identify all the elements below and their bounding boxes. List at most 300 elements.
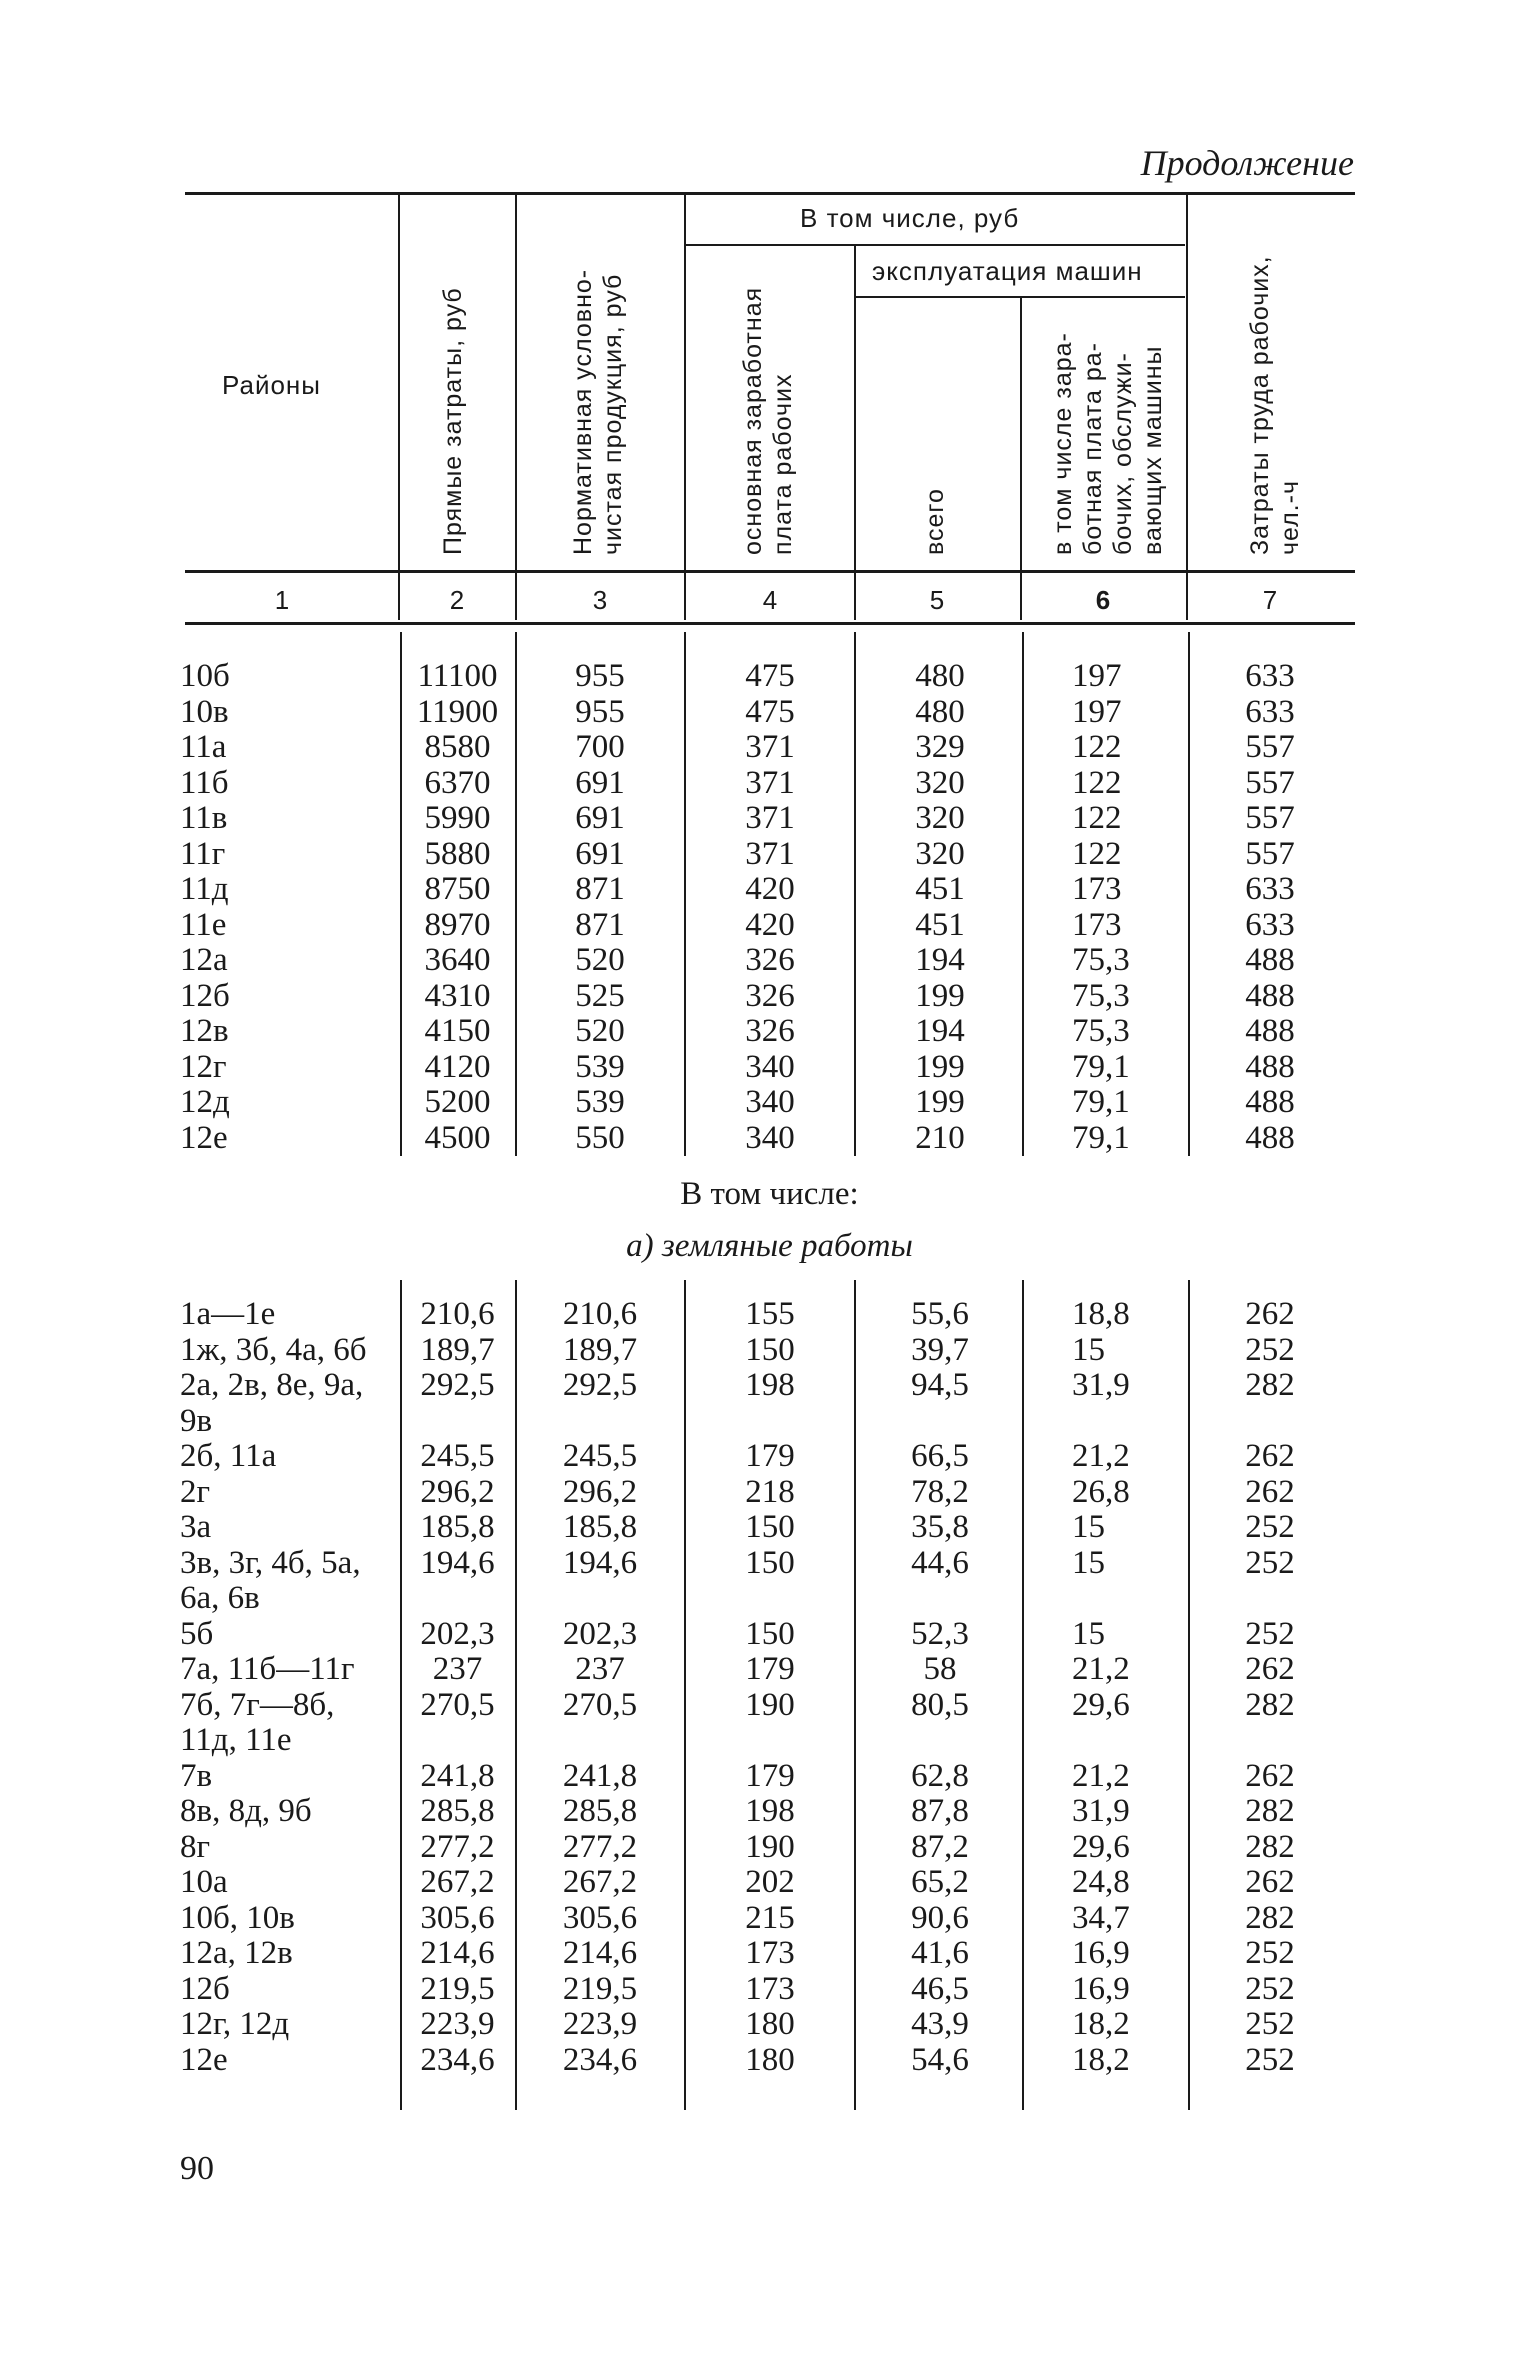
row-value: 451	[915, 906, 965, 943]
row-value: 80,5	[911, 1686, 969, 1723]
row-district: 6а, 6в	[180, 1580, 260, 1616]
row-value: 326	[745, 942, 795, 978]
row-value: 420	[745, 871, 795, 907]
row-value: 285,8	[420, 1793, 495, 1829]
row-district: 8в, 8д, 9б	[180, 1793, 312, 1829]
table-row	[0, 2042, 1539, 2078]
row-value: 3640	[424, 942, 491, 978]
row-value: 252	[1245, 2041, 1295, 2078]
row-value: 173	[745, 1935, 795, 1971]
row-value: 8580	[424, 729, 491, 765]
row-value: 39,7	[911, 1331, 969, 1368]
row-value: 305,6	[562, 1899, 638, 1936]
row-value: 234,6	[562, 2041, 638, 2078]
row-district: 3а	[180, 1509, 212, 1545]
row-value: 326	[745, 1013, 795, 1049]
header-divider	[398, 195, 400, 620]
row-district: 11а	[180, 729, 227, 765]
table-row	[0, 1616, 1539, 1652]
header-divider	[684, 195, 686, 620]
header-divider	[515, 195, 517, 620]
header-including: В том числе, руб	[800, 203, 1020, 233]
row-district: 10а	[180, 1864, 228, 1900]
row-value: 185,8	[562, 1509, 638, 1545]
row-district: 12а, 12в	[180, 1935, 293, 1971]
row-value: 79,1	[1072, 1048, 1130, 1085]
row-value: 21,2	[1072, 1438, 1130, 1474]
row-value: 371	[745, 729, 795, 765]
row-value: 173	[1072, 906, 1122, 943]
row-value: 87,2	[911, 1828, 969, 1865]
row-value: 340	[745, 1119, 795, 1156]
row-value: 55,6	[911, 1296, 969, 1332]
row-value: 15	[1072, 1615, 1105, 1652]
row-value: 173	[1072, 871, 1122, 907]
row-value: 18,8	[1072, 1296, 1130, 1332]
row-value: 267,2	[562, 1864, 638, 1900]
row-value: 700	[575, 729, 625, 765]
table-row	[0, 1049, 1539, 1085]
row-value: 179	[745, 1651, 795, 1687]
row-value: 29,6	[1072, 1828, 1130, 1865]
table-row	[0, 1438, 1539, 1474]
header-divider	[1186, 195, 1188, 620]
row-value: 11100	[417, 658, 498, 694]
row-value: 8970	[424, 906, 491, 943]
row-value: 292,5	[562, 1367, 638, 1403]
row-value: 241,8	[420, 1757, 495, 1794]
row-value: 252	[1245, 1509, 1295, 1545]
table-row	[0, 1509, 1539, 1545]
row-value: 5990	[424, 800, 491, 836]
row-value: 54,6	[911, 2041, 969, 2078]
header-machine-operation: эксплуатация машин	[872, 256, 1143, 286]
row-value: 21,2	[1072, 1651, 1130, 1687]
row-value: 285,8	[562, 1793, 638, 1829]
row-value: 26,8	[1072, 1473, 1130, 1510]
row-value: 194	[915, 1013, 965, 1049]
row-value: 557	[1245, 800, 1295, 836]
row-value: 194	[915, 942, 965, 978]
row-value: 267,2	[420, 1864, 495, 1900]
row-value: 189,7	[420, 1331, 495, 1368]
row-district: 2б, 11а	[180, 1438, 277, 1474]
row-value: 371	[745, 764, 795, 801]
row-value: 210,6	[420, 1296, 495, 1332]
row-value: 237	[432, 1651, 483, 1687]
table-row-continuation	[0, 1403, 1539, 1439]
table-row	[0, 1474, 1539, 1510]
row-value: 21,2	[1072, 1757, 1130, 1794]
row-value: 214,6	[420, 1935, 495, 1971]
table-row	[0, 1332, 1539, 1368]
table-row	[0, 1864, 1539, 1900]
row-value: 15	[1072, 1544, 1105, 1581]
row-value: 214,6	[562, 1935, 638, 1971]
row-value: 488	[1245, 1119, 1295, 1156]
row-value: 305,6	[420, 1899, 495, 1936]
page-number: 90	[180, 2150, 214, 2187]
header-net-product: Нормативная условно- чистая продукция, руб	[569, 268, 627, 555]
row-value: 46,5	[911, 1970, 969, 2007]
table-row	[0, 694, 1539, 730]
row-district: 7б, 7г—8б,	[180, 1686, 335, 1723]
row-value: 223,9	[420, 2006, 495, 2042]
row-district: 12е	[180, 2041, 228, 2078]
row-value: 633	[1245, 658, 1295, 694]
row-value: 122	[1072, 729, 1122, 765]
table-row	[0, 942, 1539, 978]
row-district: 11в	[180, 800, 228, 836]
row-value: 475	[745, 658, 795, 694]
row-value: 320	[915, 800, 965, 836]
row-value: 122	[1072, 800, 1122, 836]
row-value: 15	[1072, 1331, 1105, 1368]
row-value: 475	[745, 693, 795, 730]
row-value: 539	[575, 1084, 625, 1120]
row-district: 10в	[180, 693, 229, 730]
row-value: 320	[915, 835, 965, 872]
row-value: 5880	[424, 835, 491, 872]
row-value: 262	[1245, 1473, 1295, 1510]
row-district: 3в, 3г, 4б, 5а,	[180, 1544, 361, 1581]
table-row	[0, 1793, 1539, 1829]
row-value: 18,2	[1072, 2006, 1130, 2042]
row-value: 292,5	[420, 1367, 495, 1403]
row-value: 270,5	[562, 1686, 638, 1723]
table-row	[0, 1367, 1539, 1403]
row-value: 5200	[424, 1084, 491, 1120]
row-value: 871	[575, 871, 625, 907]
row-value: 245,5	[420, 1438, 495, 1474]
row-value: 296,2	[562, 1473, 638, 1510]
table-row	[0, 658, 1539, 694]
row-value: 150	[745, 1331, 795, 1368]
row-district: 12г	[180, 1048, 227, 1085]
row-value: 75,3	[1072, 977, 1130, 1014]
row-value: 15	[1072, 1509, 1105, 1545]
row-value: 65,2	[911, 1864, 969, 1900]
row-district: 12г, 12д	[180, 2006, 290, 2042]
row-value: 198	[745, 1367, 795, 1403]
row-value: 262	[1245, 1296, 1295, 1332]
row-value: 4500	[424, 1119, 491, 1156]
row-value: 78,2	[911, 1473, 969, 1510]
row-value: 262	[1245, 1757, 1295, 1794]
header-divider	[1020, 298, 1022, 620]
column-numbers-rule	[185, 622, 1355, 625]
row-value: 320	[915, 764, 965, 801]
column-number: 3	[592, 585, 608, 615]
row-value: 277,2	[420, 1828, 495, 1865]
row-value: 252	[1245, 1544, 1295, 1581]
row-value: 179	[745, 1438, 795, 1474]
row-value: 202,3	[562, 1615, 638, 1652]
row-district: 1а—1е	[180, 1296, 276, 1332]
table-row	[0, 1971, 1539, 2007]
column-number: 7	[1262, 585, 1278, 615]
row-value: 199	[915, 1048, 965, 1085]
table-row-continuation	[0, 1722, 1539, 1758]
row-value: 245,5	[562, 1438, 638, 1474]
row-value: 550	[575, 1119, 625, 1156]
row-value: 420	[745, 906, 795, 943]
row-value: 189,7	[562, 1331, 638, 1368]
row-value: 326	[745, 977, 795, 1014]
row-value: 150	[745, 1544, 795, 1581]
row-district: 5б	[180, 1615, 214, 1652]
row-value: 150	[745, 1509, 795, 1545]
row-value: 6370	[424, 764, 491, 801]
row-value: 180	[745, 2006, 795, 2042]
row-district: 11б	[180, 764, 229, 801]
row-district: 12е	[180, 1119, 228, 1156]
row-value: 94,5	[911, 1367, 969, 1403]
table-row	[0, 1120, 1539, 1156]
row-value: 520	[575, 1013, 625, 1049]
row-value: 277,2	[562, 1828, 638, 1865]
table-row	[0, 1296, 1539, 1332]
row-value: 31,9	[1072, 1793, 1130, 1829]
row-value: 34,7	[1072, 1899, 1130, 1936]
row-value: 296,2	[420, 1473, 495, 1510]
row-value: 691	[575, 835, 625, 872]
row-district: 2а, 2в, 8е, 9а,	[180, 1367, 364, 1403]
row-value: 58	[923, 1651, 957, 1687]
row-value: 557	[1245, 835, 1295, 872]
row-value: 488	[1245, 1084, 1295, 1120]
row-district: 10б, 10в	[180, 1899, 295, 1936]
row-value: 557	[1245, 729, 1295, 765]
row-value: 252	[1245, 1935, 1295, 1971]
column-number: 1	[274, 585, 290, 615]
row-value: 223,9	[562, 2006, 638, 2042]
row-value: 282	[1245, 1686, 1295, 1723]
row-value: 633	[1245, 693, 1295, 730]
table-row	[0, 1758, 1539, 1794]
row-value: 282	[1245, 1828, 1295, 1865]
row-value: 79,1	[1072, 1084, 1130, 1120]
row-value: 185,8	[420, 1509, 495, 1545]
row-value: 18,2	[1072, 2041, 1130, 2078]
row-value: 955	[575, 658, 625, 694]
table-row	[0, 836, 1539, 872]
row-district: 12а	[180, 942, 228, 978]
row-value: 488	[1245, 1013, 1295, 1049]
row-value: 52,3	[911, 1615, 969, 1652]
row-district: 10б	[180, 658, 230, 694]
row-value: 234,6	[420, 2041, 495, 2078]
row-value: 871	[575, 906, 625, 943]
row-value: 75,3	[1072, 1013, 1130, 1049]
row-value: 252	[1245, 1331, 1295, 1368]
section-subtitle: а) земляные работы	[626, 1228, 913, 1264]
header-operator-wages: в том числе зара- ботная плата ра- бочих, обслужи- вающих машины	[1049, 332, 1167, 555]
row-value: 480	[915, 693, 965, 730]
row-value: 270,5	[420, 1686, 495, 1723]
row-value: 691	[575, 764, 625, 801]
table-row	[0, 1013, 1539, 1049]
row-district: 2г	[180, 1473, 211, 1510]
row-value: 218	[745, 1473, 795, 1510]
row-value: 24,8	[1072, 1864, 1130, 1900]
row-value: 371	[745, 835, 795, 872]
row-value: 122	[1072, 835, 1122, 872]
row-value: 282	[1245, 1793, 1295, 1829]
header-labor-costs: Затраты труда рабочих, чел.-ч	[1246, 255, 1304, 555]
row-district: 7а, 11б—11г	[180, 1651, 355, 1687]
row-value: 16,9	[1072, 1970, 1130, 2007]
row-value: 525	[575, 977, 625, 1014]
section-title: В том числе:	[680, 1176, 859, 1212]
table-row	[0, 1935, 1539, 1971]
table-row	[0, 800, 1539, 836]
row-value: 480	[915, 658, 965, 694]
row-value: 194,6	[420, 1544, 495, 1581]
table-row	[0, 1651, 1539, 1687]
row-value: 44,6	[911, 1544, 969, 1581]
continuation-label: Продолжение	[1140, 143, 1354, 183]
row-value: 633	[1245, 871, 1295, 907]
row-value: 155	[745, 1296, 795, 1332]
header-base-wages: основная заработная плата рабочих	[739, 286, 797, 555]
row-value: 262	[1245, 1864, 1295, 1900]
row-value: 633	[1245, 906, 1295, 943]
row-district: 12б	[180, 977, 230, 1014]
header-direct-costs: Прямые затраты, руб	[439, 287, 467, 555]
header-top-rule	[185, 192, 1355, 195]
row-value: 252	[1245, 1615, 1295, 1652]
row-district: 12б	[180, 1970, 230, 2007]
row-value: 4310	[424, 977, 491, 1014]
row-value: 31,9	[1072, 1367, 1130, 1403]
row-value: 194,6	[562, 1544, 638, 1581]
row-value: 219,5	[562, 1970, 638, 2007]
row-value: 87,8	[911, 1793, 969, 1829]
row-district: 11д, 11е	[180, 1722, 292, 1758]
table-row	[0, 765, 1539, 801]
row-value: 539	[575, 1048, 625, 1085]
row-value: 202,3	[420, 1615, 495, 1652]
table-row	[0, 1545, 1539, 1581]
table-row	[0, 1687, 1539, 1723]
row-value: 488	[1245, 1048, 1295, 1085]
row-value: 210	[915, 1119, 965, 1156]
row-value: 43,9	[911, 2006, 969, 2042]
row-value: 557	[1245, 764, 1295, 801]
row-value: 198	[745, 1793, 795, 1829]
row-district: 9в	[180, 1402, 213, 1439]
row-value: 173	[745, 1970, 795, 2007]
row-value: 66,5	[911, 1438, 969, 1474]
row-value: 8750	[424, 871, 491, 907]
row-value: 90,6	[911, 1899, 969, 1936]
row-value: 122	[1072, 764, 1122, 801]
row-value: 210,6	[562, 1296, 638, 1332]
row-value: 4150	[424, 1013, 491, 1049]
row-value: 199	[915, 1084, 965, 1120]
row-value: 451	[915, 871, 965, 907]
row-value: 79,1	[1072, 1119, 1130, 1156]
row-value: 41,6	[911, 1935, 969, 1971]
row-value: 219,5	[420, 1970, 495, 2007]
row-value: 75,3	[1072, 942, 1130, 978]
row-district: 12в	[180, 1013, 229, 1049]
row-value: 282	[1245, 1367, 1295, 1403]
column-number: 6	[1095, 585, 1111, 615]
row-value: 190	[745, 1828, 795, 1865]
row-value: 4120	[424, 1048, 491, 1085]
row-district: 12д	[180, 1084, 230, 1120]
row-district: 11е	[180, 906, 227, 943]
row-value: 371	[745, 800, 795, 836]
row-value: 488	[1245, 942, 1295, 978]
row-value: 241,8	[562, 1757, 638, 1794]
row-district: 7в	[180, 1757, 213, 1794]
row-value: 197	[1072, 658, 1122, 694]
row-value: 237	[575, 1651, 625, 1687]
row-district: 11г	[180, 835, 226, 872]
row-value: 488	[1245, 977, 1295, 1014]
row-district: 1ж, 3б, 4а, 6б	[180, 1331, 367, 1368]
row-value: 35,8	[911, 1509, 969, 1545]
row-value: 262	[1245, 1438, 1295, 1474]
row-value: 282	[1245, 1899, 1295, 1936]
row-district: 11д	[180, 871, 229, 907]
table-row	[0, 729, 1539, 765]
column-number: 5	[929, 585, 945, 615]
row-value: 202	[745, 1864, 795, 1900]
row-value: 16,9	[1072, 1935, 1130, 1971]
header-districts: Районы	[222, 370, 321, 400]
table-row	[0, 978, 1539, 1014]
table-row-continuation	[0, 1580, 1539, 1616]
header-total: всего	[921, 488, 949, 555]
row-value: 262	[1245, 1651, 1295, 1687]
table-row	[0, 871, 1539, 907]
table-row	[0, 1084, 1539, 1120]
table-row	[0, 1829, 1539, 1865]
header-divider	[854, 246, 856, 620]
row-value: 62,8	[911, 1757, 969, 1794]
row-value: 180	[745, 2041, 795, 2078]
row-district: 8г	[180, 1828, 211, 1865]
row-value: 955	[575, 693, 625, 730]
column-number: 4	[762, 585, 778, 615]
table-row	[0, 1900, 1539, 1936]
group-rule	[685, 244, 1185, 246]
row-value: 252	[1245, 1970, 1295, 2007]
row-value: 199	[915, 977, 965, 1014]
row-value: 252	[1245, 2006, 1295, 2042]
row-value: 190	[745, 1686, 795, 1723]
row-value: 340	[745, 1048, 795, 1085]
row-value: 11900	[416, 693, 499, 730]
table-row	[0, 907, 1539, 943]
row-value: 329	[915, 729, 965, 765]
row-value: 520	[575, 942, 625, 978]
header-bottom-rule	[185, 570, 1355, 573]
row-value: 29,6	[1072, 1686, 1130, 1723]
column-number: 2	[449, 585, 465, 615]
row-value: 691	[575, 800, 625, 836]
row-value: 340	[745, 1084, 795, 1120]
row-value: 197	[1072, 693, 1122, 730]
row-value: 215	[745, 1899, 795, 1936]
table-row	[0, 2006, 1539, 2042]
row-value: 150	[745, 1615, 795, 1652]
row-value: 179	[745, 1757, 795, 1794]
